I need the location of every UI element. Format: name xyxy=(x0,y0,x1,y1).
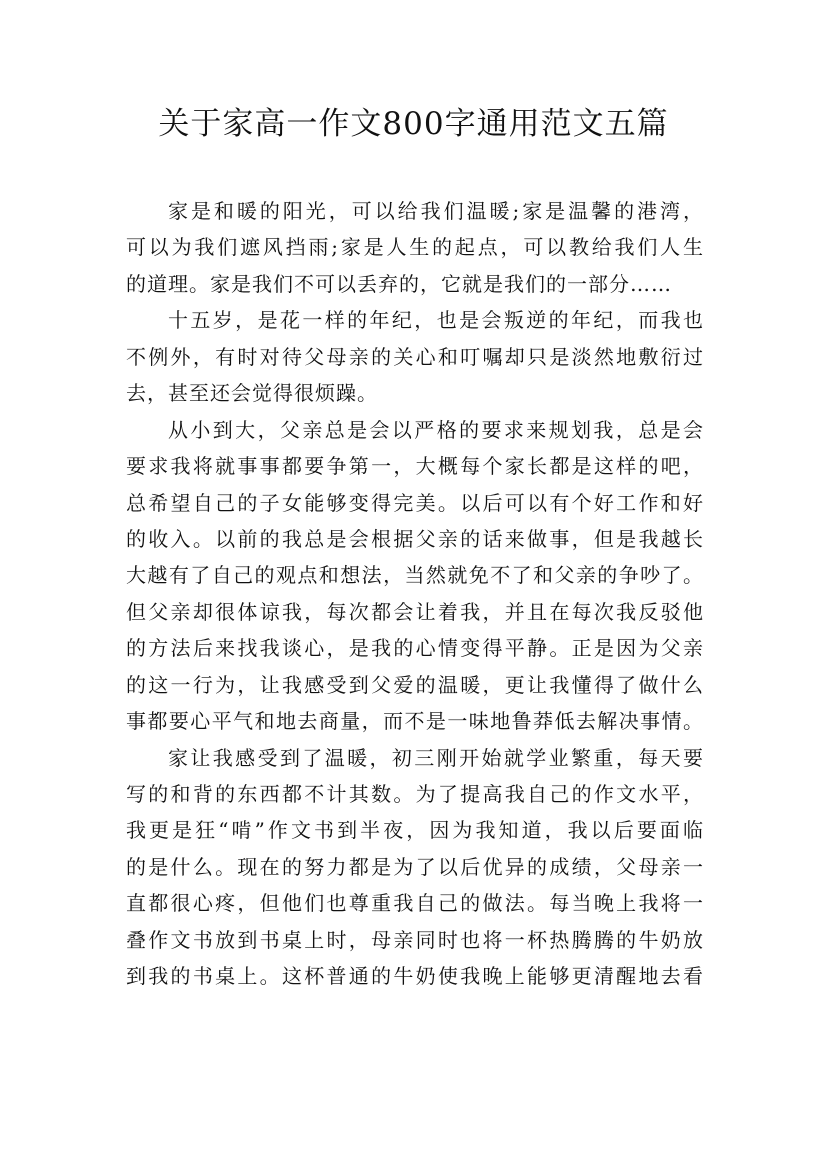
paragraph-line: 家让我感受到了温暖，初三刚开始就学业繁重，每天要 xyxy=(168,745,704,770)
document-title: 关于家高一作文800字通用范文五篇 xyxy=(158,106,669,142)
document-body xyxy=(126,193,704,995)
paragraph-line: 事都要心平气和地去商量，而不是一味地鲁莽低去解决事情。 xyxy=(126,709,704,734)
paragraph-line: 去，甚至还会觉得很烦躁。 xyxy=(126,381,378,406)
paragraph-line: 不例外，有时对待父母亲的关心和叮嘱却只是淡然地敷衍过 xyxy=(126,344,704,369)
paragraph-line: 但父亲却很体谅我，每次都会让着我，并且在每次我反驳他 xyxy=(126,599,704,624)
paragraph-line: 的方法后来找我谈心，是我的心情变得平静。正是因为父亲 xyxy=(126,636,704,661)
paragraph-line: 总希望自己的子女能够变得完美。以后可以有个好工作和好 xyxy=(126,490,704,515)
paragraph-line: 十五岁，是花一样的年纪，也是会叛逆的年纪，而我也 xyxy=(168,308,704,333)
paragraph-line: 的道理。家是我们不可以丢弃的，它就是我们的一部分…… xyxy=(126,271,672,296)
paragraph-line: 的收入。以前的我总是会根据父亲的话来做事，但是我越长 xyxy=(126,526,704,551)
paragraph-line: 的这一行为，让我感受到父爱的温暖，更让我懂得了做什么 xyxy=(126,672,704,697)
paragraph-line: 叠作文书放到书桌上时，母亲同时也将一杯热腾腾的牛奶放 xyxy=(126,927,704,952)
paragraph-line: 家是和暖的阳光，可以给我们温暖;家是温馨的港湾， xyxy=(168,199,704,223)
paragraph-line: 写的和背的东西都不计其数。为了提高我自己的作文水平， xyxy=(126,782,704,806)
paragraph-line: 大越有了自己的观点和想法，当然就免不了和父亲的争吵了。 xyxy=(126,563,704,588)
paragraph-line: 我更是狂“啃”作文书到半夜，因为我知道，我以后要面临 xyxy=(126,818,704,843)
paragraph-line: 可以为我们遮风挡雨;家是人生的起点，可以教给我们人生 xyxy=(126,235,704,260)
paragraph-line: 要求我将就事事都要争第一，大概每个家长都是这样的吧， xyxy=(126,454,704,479)
paragraph-line: 到我的书桌上。这杯普通的牛奶使我晚上能够更清醒地去看 xyxy=(126,964,704,989)
paragraph-line: 直都很心疼，但他们也尊重我自己的做法。每当晚上我将一 xyxy=(126,891,704,916)
paragraph-line: 的是什么。现在的努力都是为了以后优异的成绩，父母亲一 xyxy=(126,854,704,879)
paragraph-line: 从小到大，父亲总是会以严格的要求来规划我，总是会 xyxy=(168,417,704,442)
